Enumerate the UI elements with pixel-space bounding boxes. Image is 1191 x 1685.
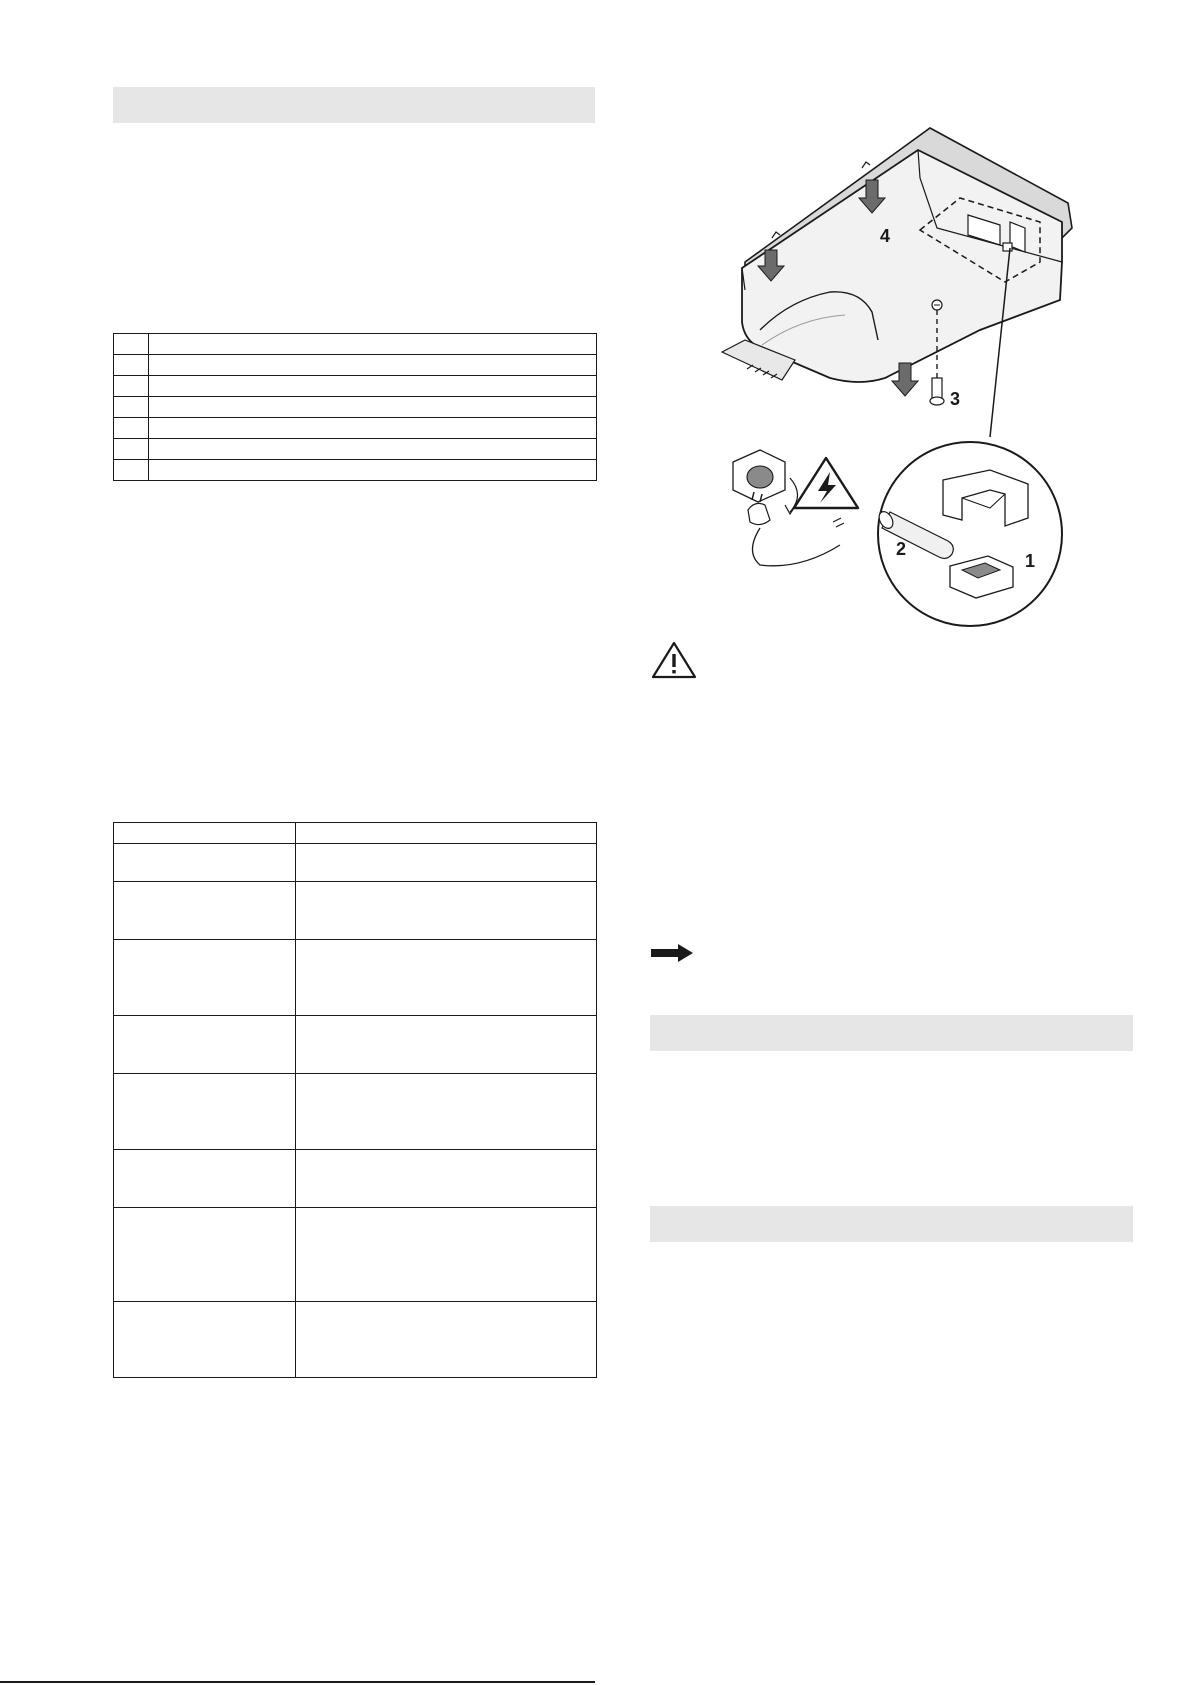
section-header-right-2 — [650, 1206, 1133, 1242]
legend-text-cell — [149, 439, 597, 460]
spec-row — [114, 1150, 597, 1208]
spec-row — [114, 823, 597, 844]
footer-rule — [0, 1681, 595, 1683]
section-header-left — [113, 87, 595, 123]
callout-3: 3 — [950, 389, 961, 409]
spec-label-cell — [114, 1208, 296, 1302]
electric-shock-warning-icon — [794, 458, 858, 508]
spec-row — [114, 1016, 597, 1074]
legend-text-cell — [149, 397, 597, 418]
spec-label-cell — [114, 1074, 296, 1150]
spec-value-cell — [296, 823, 597, 844]
spec-label-cell — [114, 1302, 296, 1378]
spec-label-cell — [114, 1016, 296, 1074]
legend-row — [114, 460, 597, 481]
spec-row — [114, 940, 597, 1016]
spec-value-cell — [296, 844, 597, 882]
legend-text-cell — [149, 376, 597, 397]
legend-row — [114, 355, 597, 376]
arrow-right-icon — [650, 943, 694, 963]
spec-row — [114, 1074, 597, 1150]
spec-label-cell — [114, 1150, 296, 1208]
legend-text-cell — [149, 418, 597, 439]
spec-row — [114, 844, 597, 882]
legend-text-cell — [149, 355, 597, 376]
legend-row — [114, 418, 597, 439]
callout-1: 1 — [1025, 551, 1036, 571]
callout-2: 2 — [896, 539, 907, 559]
legend-number-cell — [114, 460, 149, 481]
spec-value-cell — [296, 940, 597, 1016]
spec-value-cell — [296, 1016, 597, 1074]
section-header-right-1 — [650, 1015, 1133, 1051]
spec-value-cell — [296, 1150, 597, 1208]
spec-value-cell — [296, 1074, 597, 1150]
legend-row — [114, 439, 597, 460]
spec-value-cell — [296, 1302, 597, 1378]
spec-value-cell — [296, 1208, 597, 1302]
legend-number-cell — [114, 334, 149, 355]
spec-row — [114, 1208, 597, 1302]
spec-label-cell — [114, 882, 296, 940]
spec-label-cell — [114, 844, 296, 882]
legend-number-cell — [114, 418, 149, 439]
legend-number-cell — [114, 397, 149, 418]
installation-figure — [700, 110, 1120, 630]
spec-row — [114, 882, 597, 940]
legend-row — [114, 397, 597, 418]
spec-row — [114, 1302, 597, 1378]
legend-row — [114, 334, 597, 355]
legend-number-cell — [114, 376, 149, 397]
legend-row — [114, 376, 597, 397]
legend-text-cell — [149, 460, 597, 481]
callout-4: 4 — [880, 226, 891, 246]
warning-triangle-icon — [650, 640, 698, 680]
legend-table — [113, 333, 597, 481]
legend-number-cell — [114, 439, 149, 460]
legend-number-cell — [114, 355, 149, 376]
legend-text-cell — [149, 334, 597, 355]
fuse-detail-magnifier — [876, 442, 1062, 626]
spec-label-cell — [114, 823, 296, 844]
spec-value-cell — [296, 882, 597, 940]
spec-table — [113, 822, 597, 1378]
spec-label-cell — [114, 940, 296, 1016]
